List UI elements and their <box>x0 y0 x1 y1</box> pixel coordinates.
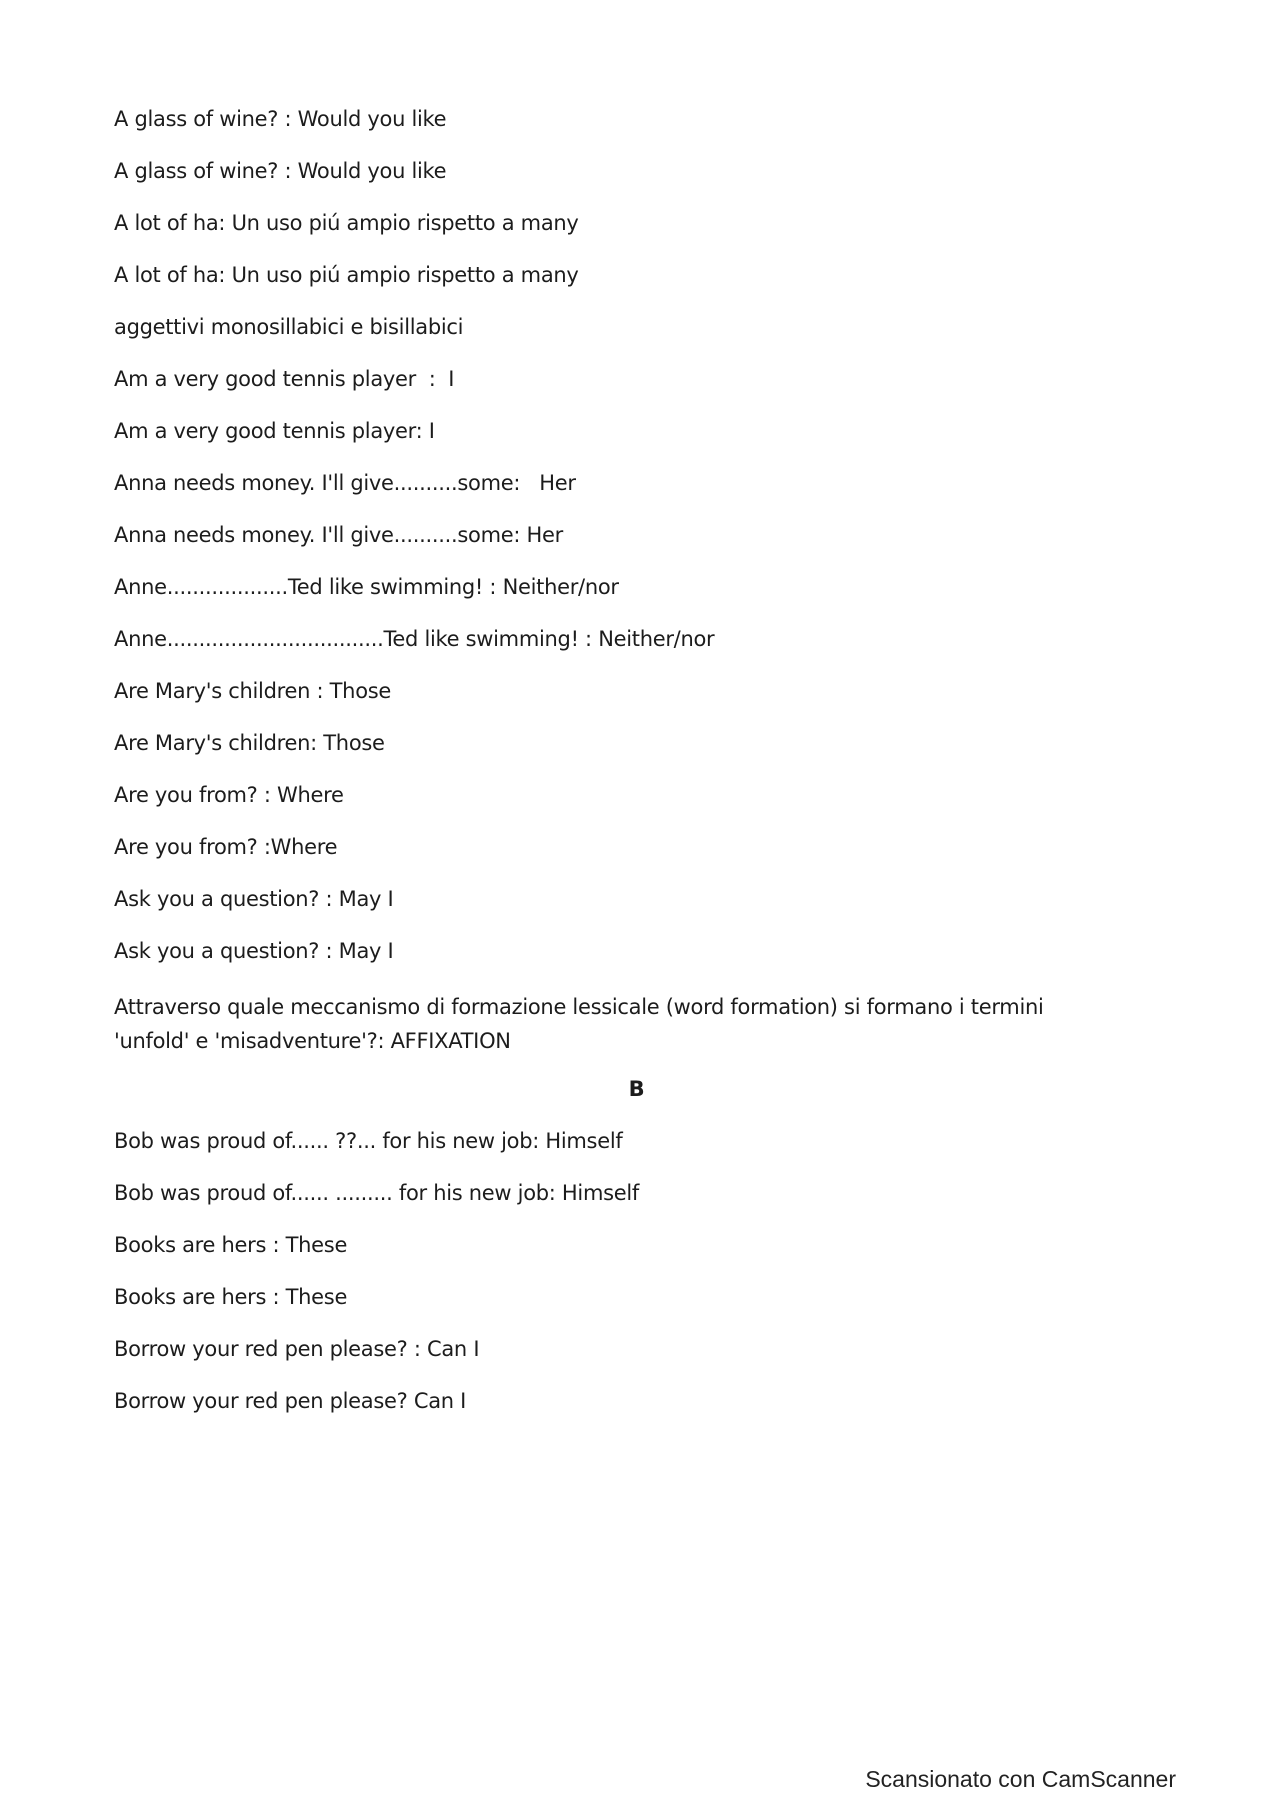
section-letter-heading: B <box>628 1077 645 1101</box>
text-line: A glass of wine? : Would you like <box>114 107 447 131</box>
text-line: A lot of ha: Un uso piú ampio rispetto a many <box>114 263 579 287</box>
text-line: Borrow your red pen please? Can I <box>114 1389 467 1413</box>
text-line: Anne...................Ted like swimming! : Neither/nor <box>114 575 619 599</box>
paragraph-line: 'unfold' e 'misadventure'?: AFFIXATION <box>114 1029 511 1053</box>
camscanner-footer-text: Scansionato con CamScanner <box>865 1766 1176 1792</box>
text-line: Are you from? :Where <box>114 835 338 859</box>
question-paragraph <box>114 990 1114 1058</box>
text-line: Bob was proud of...... ??... for his new job: Himself <box>114 1129 623 1153</box>
text-line: A lot of ha: Un uso piú ampio rispetto a many <box>114 211 579 235</box>
text-line: Am a very good tennis player : I <box>114 367 455 391</box>
text-line: Are Mary's children : Those <box>114 679 391 703</box>
text-line: Books are hers : These <box>114 1285 348 1309</box>
text-line: Ask you a question? : May I <box>114 887 394 911</box>
text-line: Anna needs money. I'll give..........some: Her <box>114 471 576 495</box>
text-line: A glass of wine? : Would you like <box>114 159 447 183</box>
text-line: Anne..................................Ted like swimming! : Neither/nor <box>114 627 715 651</box>
text-line: Anna needs money. I'll give..........some: Her <box>114 523 563 547</box>
text-line: Books are hers : These <box>114 1233 348 1257</box>
paragraph-line: Attraverso quale meccanismo di formazione lessicale (word formation) si formano i termini <box>114 995 1044 1019</box>
text-line: Are Mary's children: Those <box>114 731 385 755</box>
text-line: Ask you a question? : May I <box>114 939 394 963</box>
text-line: Bob was proud of...... ......... for his new job: Himself <box>114 1181 640 1205</box>
text-line: Are you from? : Where <box>114 783 344 807</box>
text-line: aggettivi monosillabici e bisillabici <box>114 315 464 339</box>
text-line: Borrow your red pen please? : Can I <box>114 1337 480 1361</box>
document-body <box>114 104 1114 1438</box>
text-line: Am a very good tennis player: I <box>114 419 435 443</box>
